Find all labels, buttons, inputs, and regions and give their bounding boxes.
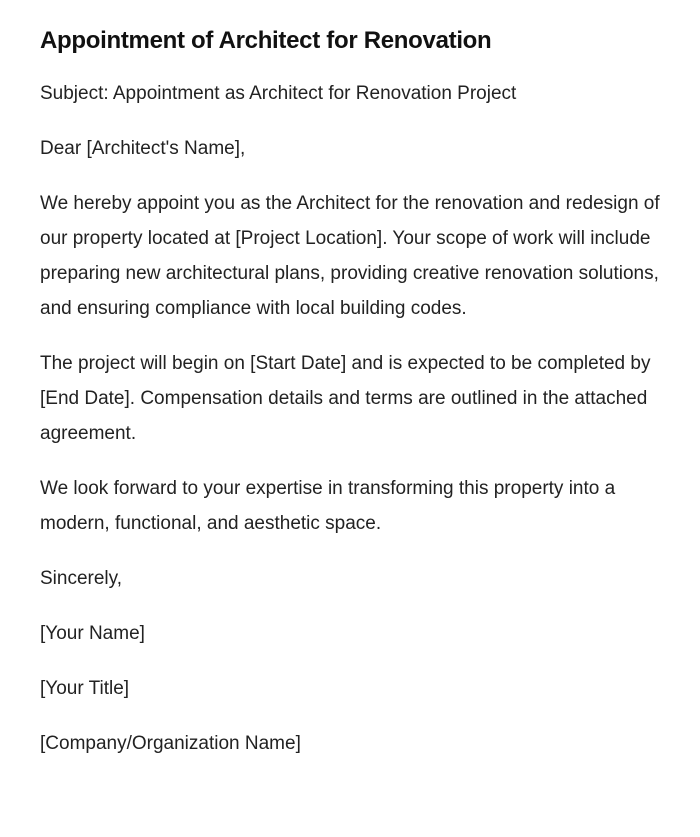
letter-document xyxy=(40,24,660,781)
body-paragraph-appointment: We hereby appoint you as the Architect for the renovation and redesign of our property located at [Project Location]. Your scope of work will include preparing new architectural plans, providing creative renovation solutions, and ensuring compliance with local building codes. xyxy=(40,193,660,319)
signature-title: [Your Title] xyxy=(40,678,130,699)
closing-line: Sincerely, xyxy=(40,568,123,589)
signature-organization: [Company/Organization Name] xyxy=(40,733,301,754)
document-title: Appointment of Architect for Renovation xyxy=(40,27,492,54)
body-paragraph-schedule: The project will begin on [Start Date] and is expected to be completed by [End Date]. Compensation details and terms are outlined in the attached agreement. xyxy=(40,353,651,444)
salutation: Dear [Architect's Name], xyxy=(40,138,246,159)
signature-name: [Your Name] xyxy=(40,623,145,644)
subject-line: Subject: Appointment as Architect for Renovation Project xyxy=(40,83,517,104)
body-paragraph-closing-remarks: We look forward to your expertise in transforming this property into a modern, functional, and aesthetic space. xyxy=(40,478,616,534)
